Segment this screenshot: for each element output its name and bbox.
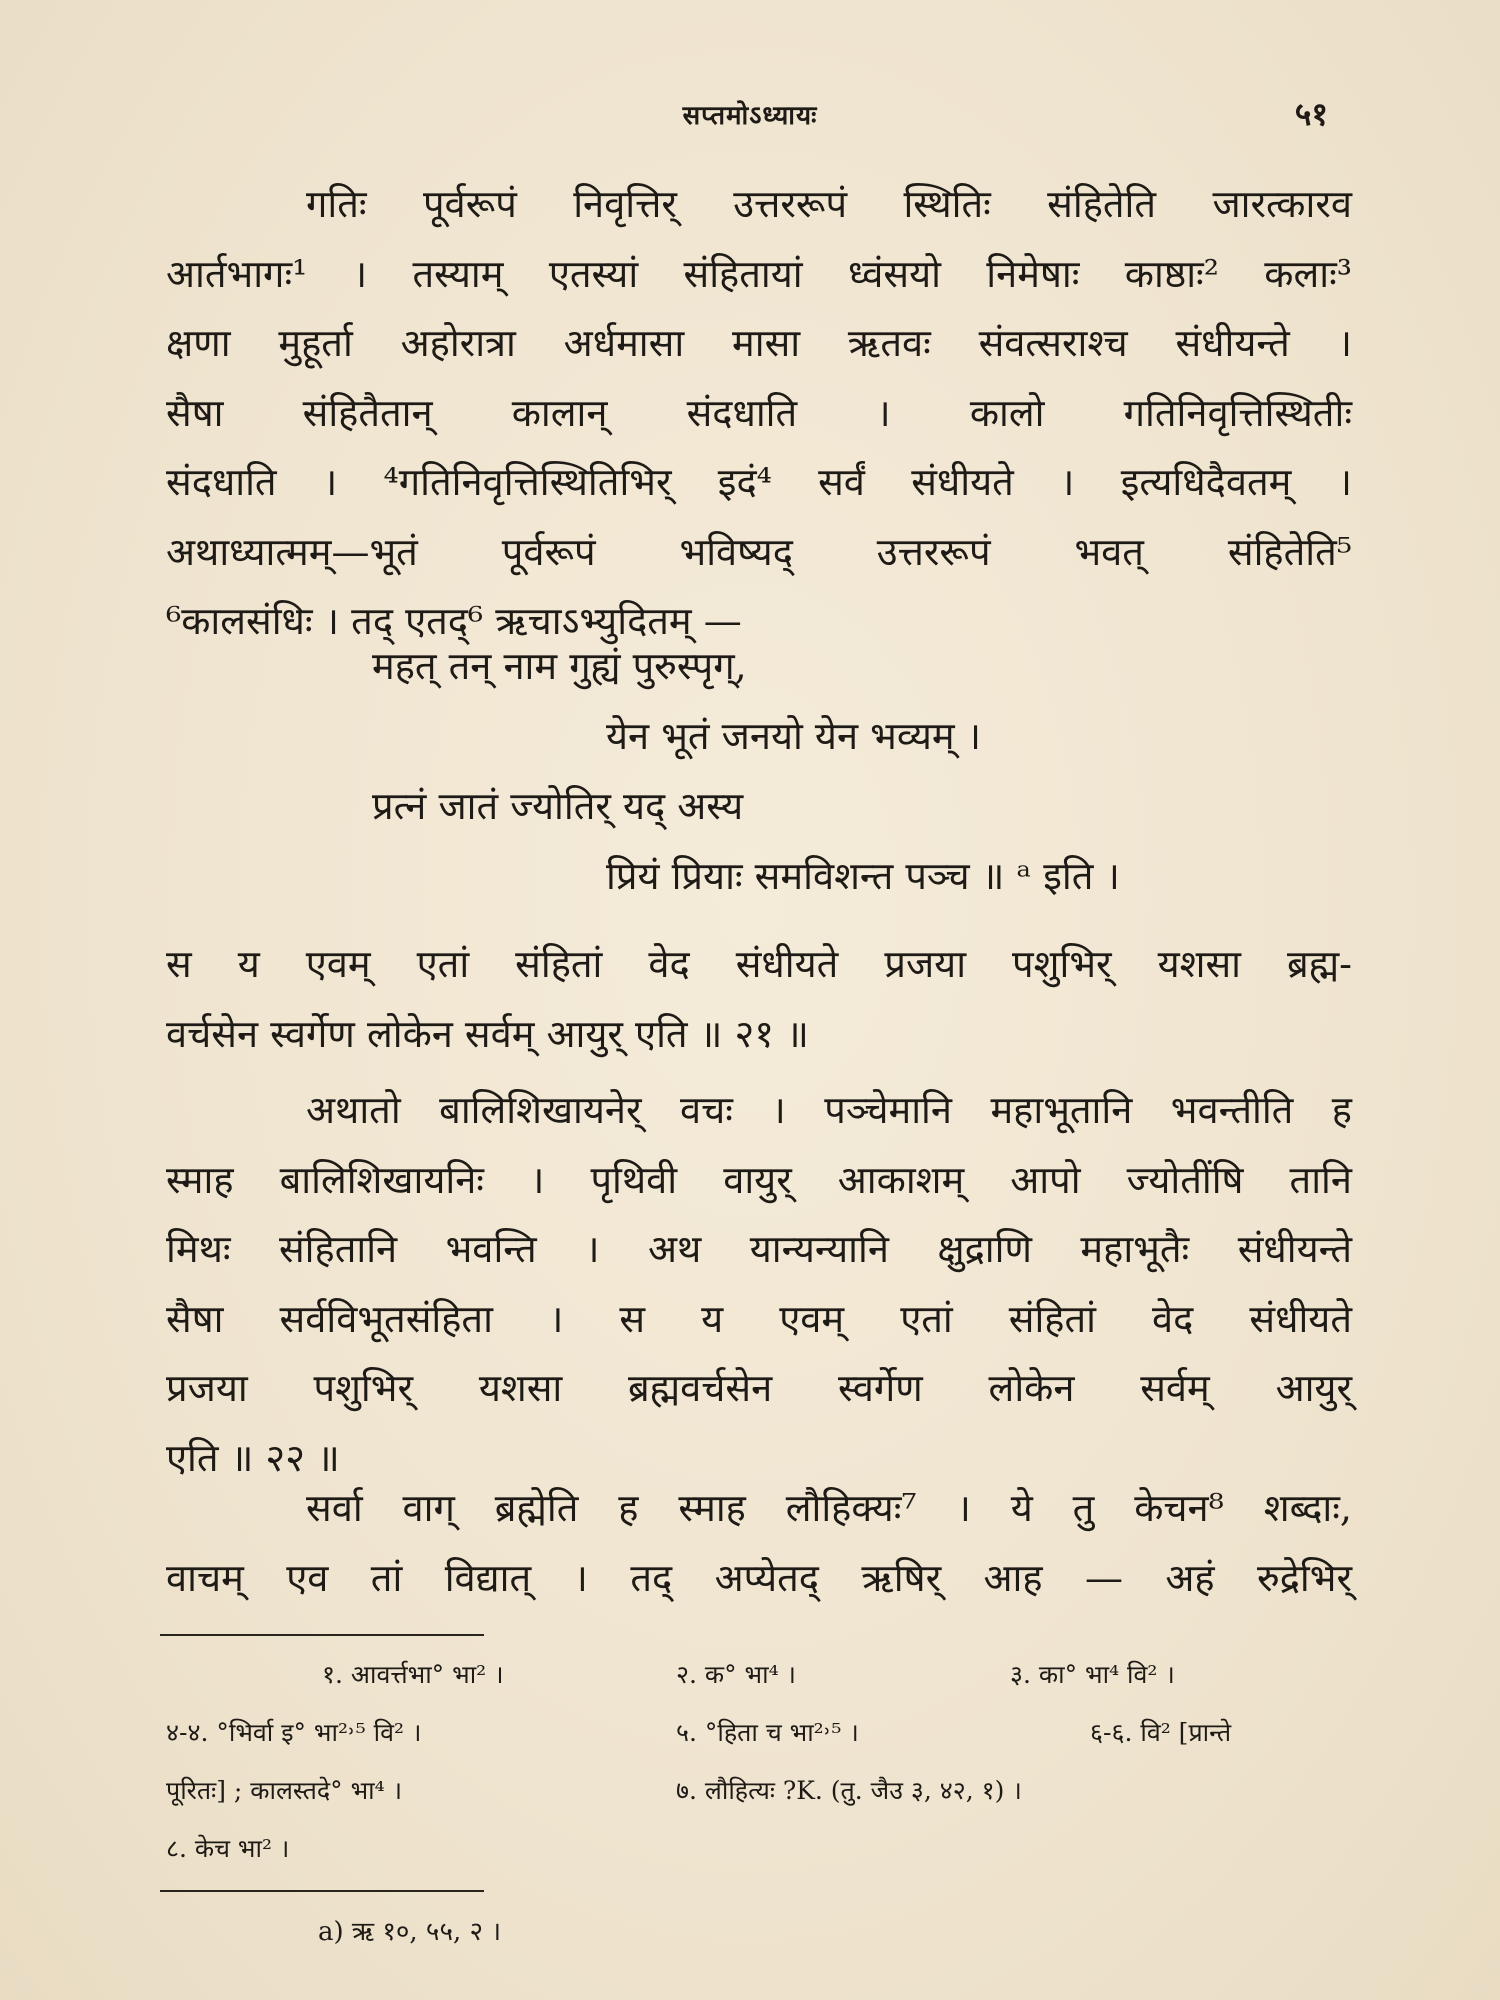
text-line: सैषा संहितैतान् कालान् संदधाति । कालो गतिनिवृत्तिस्थितीः (166, 390, 1352, 435)
text-line: स य एवम् एतां संहितां वेद संधीयते प्रजया पशुभिर् यशसा ब्रह्म- (166, 942, 1352, 986)
text-line: सैषा सर्वविभूतसंहिता । स य एवम् एतां संहितां वेद संधीयते (166, 1296, 1352, 1341)
verse-line-4: प्रियं प्रियाः समविशन्त पञ्च ॥ ᵃ इति । (606, 854, 1120, 898)
footnote-4: ४-४. °भिर्वा इ° भा²˒⁵ वि² । (166, 1718, 422, 1747)
paragraph-3 (166, 1076, 1352, 1493)
footnote-2: २. क° भा⁴ । (676, 1660, 797, 1689)
text-line: आर्तभागः¹ । तस्याम् एतस्यां संहितायां ध्वंसयो निमेषाः काष्ठाः² कलाः³ (166, 251, 1352, 296)
verse-line-1: महत् तन् नाम गुह्यं पुरुस्पृग्, (372, 644, 747, 688)
footnote-5: ५. °हिता च भा²˒⁵ । (676, 1718, 859, 1747)
footnote-divider (160, 1634, 484, 1636)
verse-line-3: प्रत्नं जातं ज्योतिर् यद् अस्य (372, 784, 744, 828)
footnote-7: ७. लौहित्यः ?K. (तु. जैउ ३, ४२, १) । (676, 1776, 1022, 1805)
text-line: संदधाति । ⁴गतिनिवृत्तिस्थितिभिर् इदं⁴ सर्वं संधीयते । इत्यधिदैवतम् । (166, 460, 1352, 504)
footnote-6-cont: पूरितः] ; कालस्तदे° भा⁴ । (166, 1776, 403, 1805)
text-line: वर्चसेन स्वर्गेण लोकेन सर्वम् आयुर् एति ॥ २१ ॥ (166, 1011, 809, 1056)
verse-line-2: येन भूतं जनयो येन भव्यम् । (606, 714, 982, 758)
text-line: ⁶कालसंधिः । तद् एतद्⁶ ऋचाऽभ्युदितम् — (166, 599, 742, 643)
text-line: अथाध्यात्मम्—भूतं पूर्वरूपं भविष्यद् उत्तररूपं भवत् संहितेति⁵ (166, 529, 1352, 574)
footnote-8: ८. केच भा² । (166, 1834, 290, 1863)
text-line: प्रजया पशुभिर् यशसा ब्रह्मवर्चसेन स्वर्गेण लोकेन सर्वम् आयुर् (166, 1366, 1352, 1410)
text-line: स्माह बालिशिखायनिः । पृथिवी वायुर् आकाशम् आपो ज्योतींषि तानि (166, 1157, 1352, 1202)
chapter-title: सप्तमोऽध्यायः (682, 101, 818, 131)
page-number: ५१ (1294, 95, 1328, 133)
paragraph-2 (166, 930, 1352, 1069)
text-line: एति ॥ २२ ॥ (166, 1435, 340, 1480)
footnote-6: ६-६. वि² [प्रान्ते (1090, 1718, 1232, 1747)
text-line: वाचम् एव तां विद्यात् । तद् अप्येतद् ऋषिर् आह — अहं रुद्रेभिर् (166, 1555, 1352, 1600)
footnote-3: ३. का° भा⁴ वि² । (1010, 1660, 1175, 1689)
rigveda-reference-note: a) ऋ १०, ५५, २ । (318, 1917, 502, 1947)
text-line: मिथः संहितानि भवन्ति । अथ यान्यन्यानि क्षुद्राणि महाभूतैः संधीयन्ते (166, 1227, 1352, 1271)
text-line: गतिः पूर्वरूपं निवृत्तिर् उत्तररूपं स्थितिः संहितेति जारत्कारव (306, 182, 1352, 226)
footnote-1: १. आवर्त्तभा° भा² । (322, 1660, 504, 1689)
text-line: सर्वा वाग् ब्रह्मेति ह स्माह लौहिक्यः⁷ । ये तु केचन⁸ शब्दाः, (306, 1486, 1352, 1530)
text-line: अथातो बालिशिखायनेर् वचः । पञ्चेमानि महाभूतानि भवन्तीति ह (306, 1088, 1352, 1132)
paragraph-4 (166, 1474, 1352, 1613)
text-line: क्षणा मुहूर्ता अहोरात्रा अर्धमासा मासा ऋतवः संवत्सराश्च संधीयन्ते । (166, 321, 1352, 365)
paragraph-1 (166, 170, 1352, 657)
note-divider (160, 1890, 484, 1892)
